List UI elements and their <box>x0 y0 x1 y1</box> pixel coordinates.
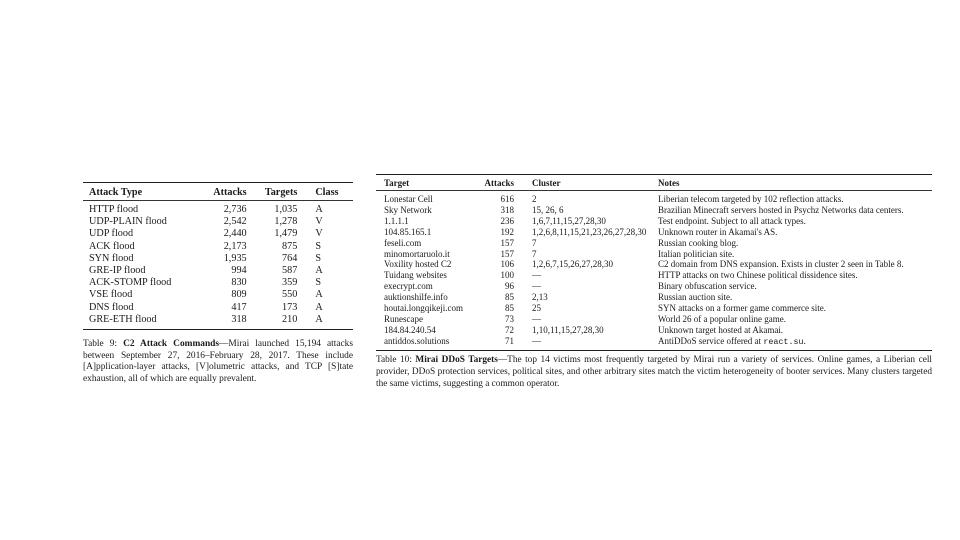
cluster-cell: 2,13 <box>532 292 548 303</box>
attacks-cell: 100 <box>500 270 514 281</box>
table-row <box>376 270 932 281</box>
class-cell: S <box>315 252 321 264</box>
attacks-cell: 236 <box>500 215 514 226</box>
col-targets: Targets <box>264 187 298 198</box>
attacks-cell: 2,736 <box>223 204 247 215</box>
notes-cell: Russian auction site. <box>658 292 733 303</box>
attacks-cell: 809 <box>231 289 247 301</box>
notes-cell <box>654 336 932 350</box>
table-row <box>83 253 353 265</box>
target-cell: feseli.com <box>384 237 422 248</box>
target-cell: Lonestar Cell <box>384 194 433 204</box>
table-row <box>376 314 932 325</box>
cluster-cell: — <box>532 313 541 324</box>
attacks-cell: 2,542 <box>223 216 247 228</box>
targets-cell: 1,035 <box>274 204 298 215</box>
target-cell: execrypt.com <box>384 281 433 292</box>
attacks-cell: 106 <box>500 259 514 270</box>
notes-cell: SYN attacks on a former game commerce site. <box>658 303 826 314</box>
table-row <box>376 249 932 260</box>
cluster-cell: 2 <box>532 194 537 204</box>
table-row <box>83 216 353 228</box>
targets-cell: 550 <box>282 289 298 301</box>
table-row <box>376 259 932 270</box>
cluster-cell: 15, 26, 6 <box>532 204 564 215</box>
attacks-cell: 157 <box>500 248 514 259</box>
attacks-cell: 72 <box>505 324 514 335</box>
table-header-row <box>83 183 353 201</box>
notes-cell: Unknown router in Akamai's AS. <box>658 226 778 237</box>
attack-type-cell: ACK-STOMP flood <box>89 277 172 289</box>
table-body <box>83 201 353 330</box>
table-row <box>83 201 353 217</box>
class-cell: S <box>315 277 321 289</box>
attack-type-cell: ACK flood <box>89 240 135 252</box>
class-cell: S <box>315 240 321 252</box>
attack-type-cell: DNS flood <box>89 301 134 313</box>
targets-cell: 1,278 <box>274 216 298 228</box>
attacks-cell: 2,173 <box>223 240 247 252</box>
col-target: Target <box>384 178 410 188</box>
cluster-cell: 1,10,11,15,27,28,30 <box>532 324 604 335</box>
attacks-cell: 71 <box>505 336 514 347</box>
class-cell: V <box>315 228 323 240</box>
target-cell: minomortaruolo.it <box>384 248 450 259</box>
targets-cell: 173 <box>282 301 298 313</box>
table-row <box>376 191 932 205</box>
caption-title: Mirai DDoS Targets <box>415 354 498 365</box>
notes-cell: HTTP attacks on two Chinese political dissidence sites. <box>658 270 858 281</box>
attacks-cell: 96 <box>505 281 514 292</box>
table-row <box>83 314 353 330</box>
attack-type-cell: SYN flood <box>89 252 134 264</box>
targets-cell: 210 <box>282 313 298 325</box>
caption-text: —Mirai launched 15,194 attacks between September 27, 2016–February 28, 2017. These include [A]pplication-layer attacks, [V]olumetric attacks, and TCP [S]tate exhaustion, all of which are equally prevalent. <box>83 339 354 384</box>
table-row <box>376 281 932 292</box>
caption-label: Table 9: <box>83 339 118 350</box>
class-cell: A <box>315 265 323 277</box>
target-cell: 104.85.165.1 <box>384 226 432 237</box>
cluster-cell: — <box>532 336 541 347</box>
table-row <box>83 302 353 314</box>
col-attacks: Attacks <box>484 178 514 188</box>
attacks-cell: 73 <box>505 313 514 324</box>
table-row <box>83 289 353 301</box>
attacks-cell: 1,935 <box>223 252 247 264</box>
note-code: react.su <box>763 336 804 347</box>
table-row <box>83 265 353 277</box>
col-notes: Notes <box>658 178 680 188</box>
notes-cell: Liberian telecom targeted by 102 reflection attacks. <box>658 194 844 204</box>
attack-type-cell: UDP flood <box>89 228 134 240</box>
note-text: AntiDDoS service offered at <box>658 335 764 346</box>
targets-cell: 875 <box>282 240 298 252</box>
class-cell: A <box>315 301 323 313</box>
notes-cell: Italian politician site. <box>658 248 735 259</box>
attacks-cell: 85 <box>505 303 514 314</box>
target-cell: Runescape <box>384 313 423 324</box>
notes-cell: World 26 of a popular online game. <box>658 313 786 324</box>
attacks-cell: 192 <box>500 226 514 237</box>
notes-cell: Test endpoint. Subject to all attack types. <box>658 215 806 226</box>
table-10-panel <box>376 174 932 390</box>
target-cell: Voxility hosted C2 <box>384 259 452 270</box>
cluster-cell: — <box>532 270 541 281</box>
caption-title: C2 Attack Commands <box>123 339 220 350</box>
attacks-cell: 157 <box>500 237 514 248</box>
attack-commands-table <box>83 182 353 330</box>
target-cell: houtai.longqikeji.com <box>384 303 463 314</box>
target-cell: 184.84.240.54 <box>384 324 436 335</box>
table-row <box>376 216 932 227</box>
attacks-cell: 994 <box>231 265 247 277</box>
target-cell: auktionshilfe.info <box>384 292 448 303</box>
table-body <box>376 191 932 351</box>
cluster-cell: 1,2,6,8,11,15,21,23,26,27,28,30 <box>532 226 647 237</box>
table-row <box>376 292 932 303</box>
attacks-cell: 318 <box>231 313 247 325</box>
caption-text: —The top 14 victims most frequently targeted by Mirai run a variety of services. Online games, a Liberian cell provider, DDoS protection services, political sites, and other arbitrary sites match the victim heterogeneity of booter services. Many clusters targeted the same victims, suggesting a common operator. <box>376 354 933 389</box>
attacks-cell: 417 <box>231 301 247 313</box>
attacks-cell: 2,440 <box>223 228 247 240</box>
cluster-cell: — <box>532 281 541 292</box>
cluster-cell: 7 <box>532 248 537 259</box>
table-row <box>376 336 932 350</box>
class-cell: A <box>315 204 323 215</box>
note-end: . <box>803 335 806 346</box>
col-attack-type: Attack Type <box>89 187 143 198</box>
targets-cell: 1,479 <box>274 228 298 240</box>
targets-cell: 359 <box>282 277 298 289</box>
notes-cell: C2 domain from DNS expansion. Exists in cluster 2 seen in Table 8. <box>658 259 904 270</box>
table-row <box>376 205 932 216</box>
target-cell: Sky Network <box>384 204 432 215</box>
table-row <box>83 228 353 240</box>
cluster-cell: 25 <box>532 303 541 314</box>
class-cell: V <box>315 216 323 228</box>
attack-type-cell: GRE-IP flood <box>89 265 146 277</box>
caption-label: Table 10: <box>376 354 412 365</box>
table-row <box>376 238 932 249</box>
table-row <box>83 241 353 253</box>
table-row <box>376 227 932 238</box>
notes-cell: Brazilian Minecraft servers hosted in Psychz Networks data centers. <box>658 204 904 215</box>
table-9-caption <box>83 339 353 385</box>
attack-type-cell: GRE-ETH flood <box>89 313 157 325</box>
attack-type-cell: HTTP flood <box>89 204 139 215</box>
target-cell: 1.1.1.1 <box>384 215 409 226</box>
target-cell: Tuidang websites <box>384 270 447 281</box>
notes-cell: Russian cooking blog. <box>658 237 739 248</box>
targets-cell: 587 <box>282 265 298 277</box>
cluster-cell: 1,2,6,7,15,26,27,28,30 <box>532 259 613 270</box>
attacks-cell: 318 <box>500 204 514 215</box>
notes-cell: Binary obfuscation service. <box>658 281 757 292</box>
col-cluster: Cluster <box>532 178 561 188</box>
col-class: Class <box>315 187 339 198</box>
cluster-cell: 7 <box>532 237 537 248</box>
table-row <box>376 325 932 336</box>
table-row <box>376 303 932 314</box>
table-header-row <box>376 175 932 191</box>
cluster-cell: 1,6,7,11,15,27,28,30 <box>532 215 606 226</box>
class-cell: A <box>315 313 323 325</box>
table-row <box>83 277 353 289</box>
attack-type-cell: VSE flood <box>89 289 133 301</box>
class-cell: A <box>315 289 323 301</box>
attacks-cell: 85 <box>505 292 514 303</box>
targets-cell: 764 <box>282 252 298 264</box>
table-10-caption <box>376 355 932 391</box>
ddos-targets-table <box>376 174 932 351</box>
target-cell: antiddos.solutions <box>384 336 450 347</box>
notes-cell: Unknown target hosted at Akamai. <box>658 324 784 335</box>
table-9-panel <box>83 182 353 385</box>
col-attacks: Attacks <box>213 187 247 198</box>
attacks-cell: 830 <box>231 277 247 289</box>
attack-type-cell: UDP-PLAIN flood <box>89 216 167 228</box>
attacks-cell: 616 <box>500 194 514 204</box>
